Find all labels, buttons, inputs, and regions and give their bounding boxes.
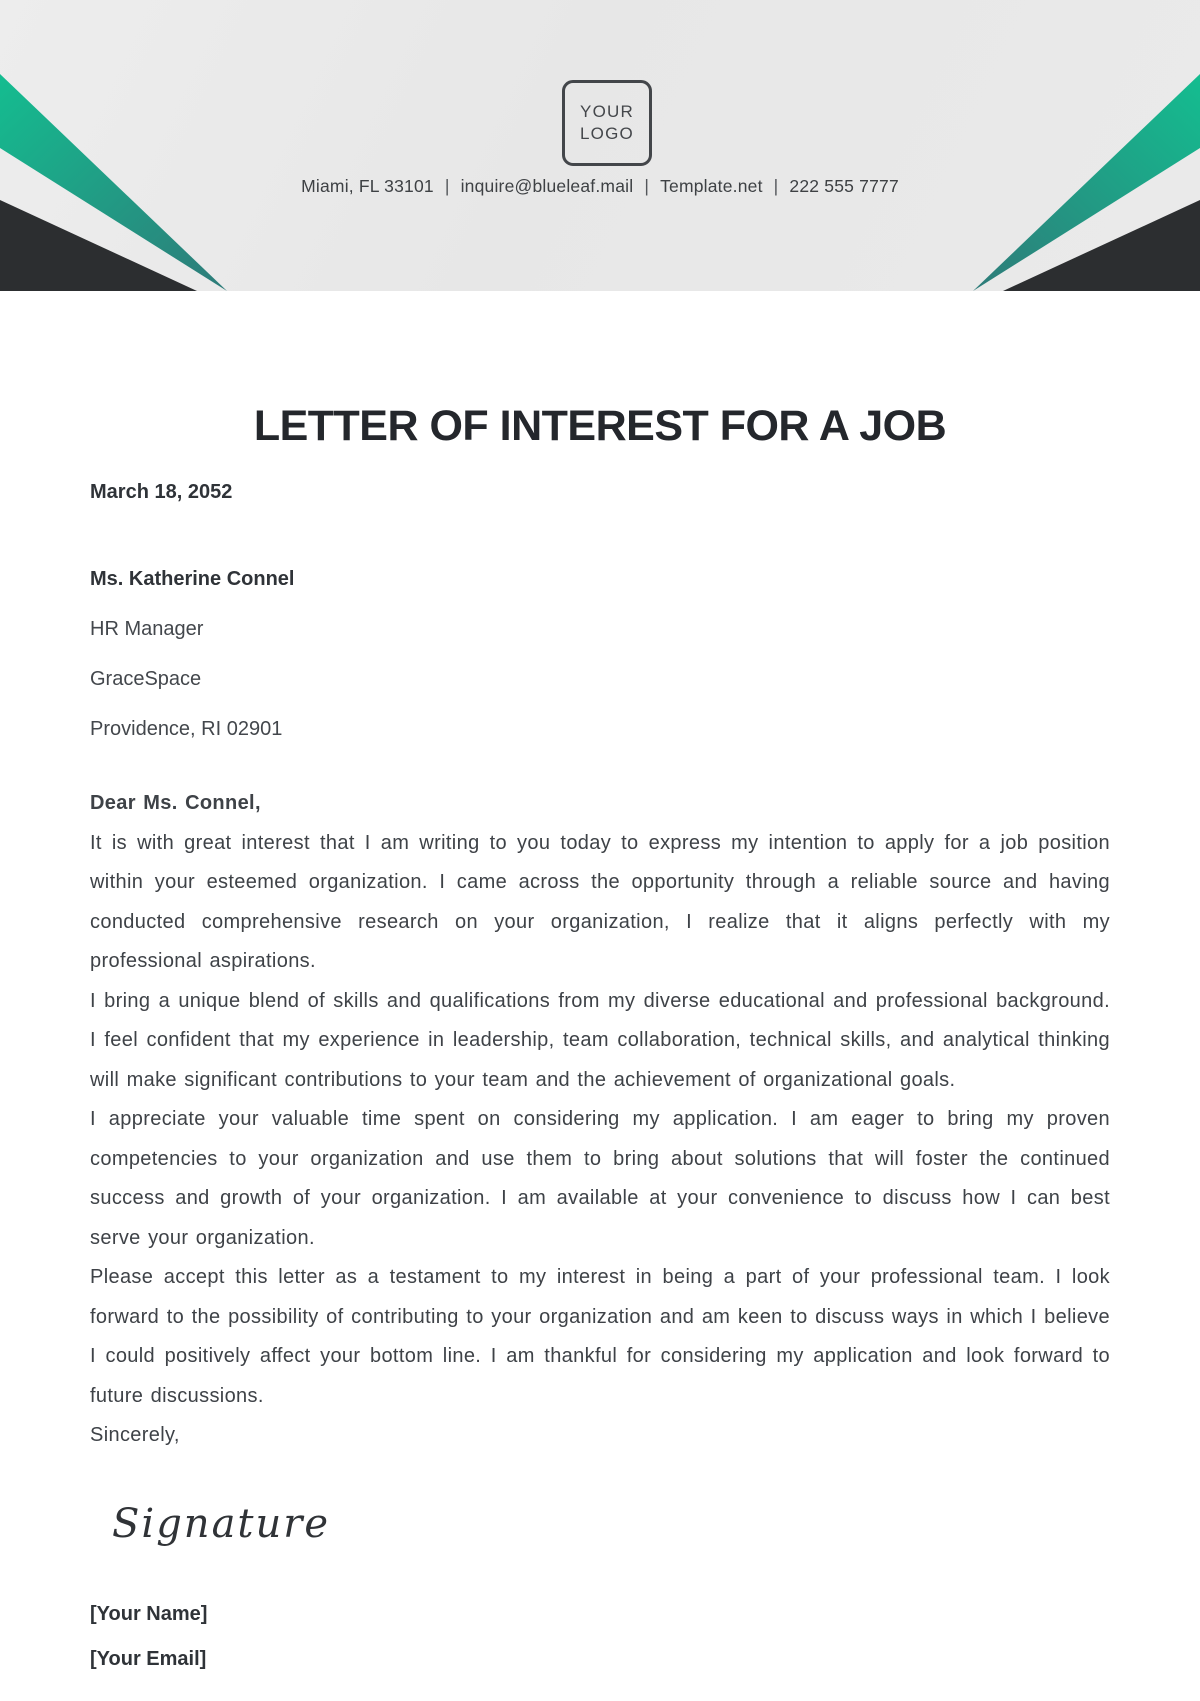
signature-script: Signature [112,1500,331,1547]
recipient-title: HR Manager [90,618,204,640]
logo-text-line1: YOUR [580,102,634,121]
recipient-name: Ms. Katherine Connel [90,568,295,590]
contact-website: Template.net [660,176,763,196]
letter-date: March 18, 2052 [90,481,233,503]
logo [562,80,652,166]
separator: | [644,176,650,196]
salutation: Dear Ms. Connel, [90,792,261,814]
paragraph-1: It is with great interest that I am writing to you today to express my intention to apply for a job position within your esteemed organization. I came across the opportunity through a reliable source and having conducted comprehensive research on your organization, I realize that it aligns perfectly with my professional aspirations. [90,831,1110,972]
sender-name-placeholder: [Your Name] [90,1602,208,1625]
logo-text-line2: LOGO [580,124,634,143]
sender-email-placeholder: [Your Email] [90,1647,207,1670]
contact-line [0,176,1200,197]
separator: | [773,176,779,196]
recipient-address: Providence, RI 02901 [90,718,283,740]
separator: | [444,176,450,196]
closing: Sincerely, [90,1424,180,1446]
paragraph-4: Please accept this letter as a testament to my interest in being a part of your professional team. I look forward to the possibility of contributing to your organization and am keen to discuss ways in which I believe I could positively affect your bottom line. I am thankful for considering my application and look forward to future discussions. [90,1266,1110,1407]
recipient-company: GraceSpace [90,668,202,690]
letter-body [0,403,1200,1671]
letterhead [0,0,1200,291]
contact-email: inquire@blueleaf.mail [460,176,634,196]
letter-title: LETTER OF INTEREST FOR A JOB [253,402,947,450]
paragraph-2: I bring a unique blend of skills and qualifications from my diverse educational and professional background. I feel confident that my experience in leadership, team collaboration, technical skills, and analytical thinking will make significant contributions to your team and the achievement of organizational goals. [90,989,1110,1091]
recipient-block [90,554,1110,754]
contact-phone: 222 555 7777 [789,176,899,196]
contact-location: Miami, FL 33101 [301,176,434,196]
paragraph-3: I appreciate your valuable time spent on considering my application. I am eager to bring my proven competencies to your organization and use them to bring about solutions that will foster the continued success and growth of your organization. I am available at your convenience to discuss how I can best serve your organization. [90,1108,1110,1249]
letter-paragraphs [90,784,1110,1456]
